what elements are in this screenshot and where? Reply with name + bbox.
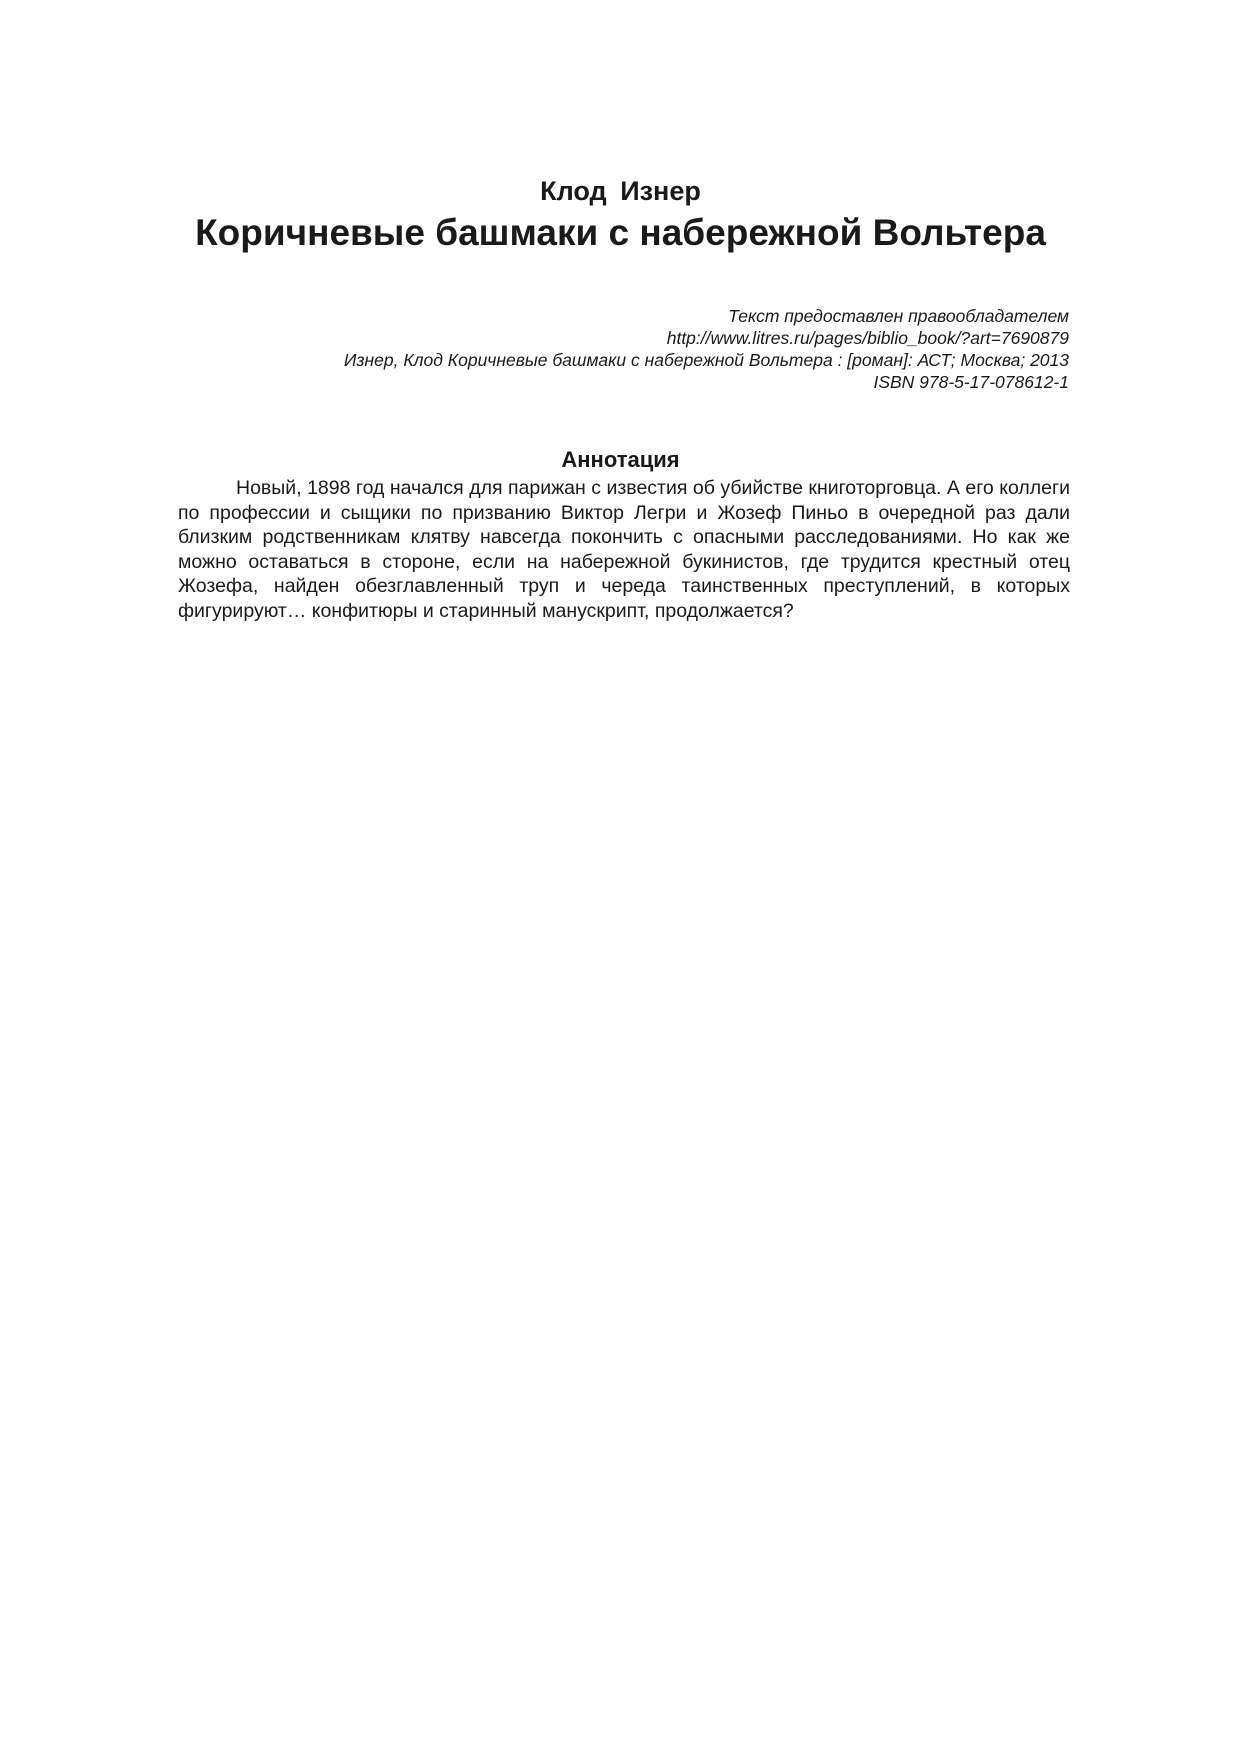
publication-info — [169, 305, 1069, 393]
annotation-text: Новый, 1898 год начался для парижан с известия об убийстве книготорговца. А его коллеги по профессии и сыщики по призванию Виктор Легри и Жозеф Пиньо в очередной раз дали близким родственникам клятву навсегда покончить с опасными расследованиями. Но как же можно оставаться в стороне, если на набережной букинистов, где трудится крестный отец Жозефа, найден обезглавленный труп и череда таинственных преступлений, в которых фигурируют… конфитюры и старинный манускрипт, продолжается? — [178, 477, 1070, 622]
isbn: ISBN 978-5-17-078612-1 — [873, 372, 1069, 392]
annotation-heading: Аннотация — [561, 447, 680, 472]
bibliographic-citation: Изнер, Клод Коричневые башмаки с набережной Вольтера : [роман]: АСТ; Москва; 2013 — [343, 350, 1069, 370]
book-title: Коричневые башмаки с набережной Вольтера — [195, 212, 1046, 253]
book-author: Клод Изнер — [540, 176, 701, 206]
source-url[interactable]: http://www.litres.ru/pages/biblio_book/?art=7690879 — [666, 328, 1069, 348]
rights-holder-note: Текст предоставлен правообладателем — [728, 306, 1069, 326]
